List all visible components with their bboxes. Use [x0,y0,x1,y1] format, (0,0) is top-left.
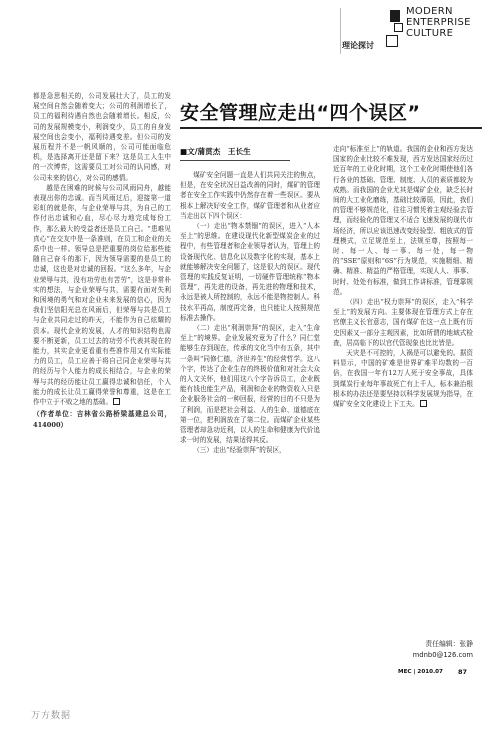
col1-paragraph-2: 越是在困难的时候与公司风雨同舟，越能表现出你的忠诚。而当风雨过后，迎接第一道彩虹的就是你，与企业荣辱与共，为自己的工作付出忠诚和心血，尽心尽力地完成每份工作，那么最大的受益者还是员工自己。“患难见真心”在交友中是一条准则，在员工和企业的关系中也一样。领导总是把重要的岗位给那些能随自己奋斗的那下，因为领导需要的是员工的忠诚，这也是对忠诚的回报。“这么多年，与企业荣辱与共，没有功劳也有苦劳”，这是非常朴实的想法，与企业荣辱与共，需要有面对失利和困境的勇气和对企业未来发展的信心，因为我们坚信阳光总在风雨后，但荣辱与共是员工与企业共同走过的昨天，不能作为自己炫耀的资本。现代企业的发展，人才的知识结构也需要不断更新，员工过去的功劳不代表其现在的能力，其实企业更看重有些准作用又有实际能力的员工，员工应善于将自己同企业荣辱与共的经历与个人能力的成长相结合，与企业的荣辱与共的经历能让员工赢得忠诚和信任，个人能力的成长让员工赢得荣誉和尊重，这是在工作中立于不败之地的基础。 [33,183,171,407]
col3-paragraph-3: 天灾是不可控的，人祸是可以避免的。据资料显示，中国的矿难是世界矿难平均数的一百倍，在我国一年有12万人死于安全事故，具体到煤炭行业每年事故死亡有上千人，标本兼治根根本的办法还是要坚持以科学发展规为指导，在煤矿安全文化建设上下工夫。 [333,349,473,409]
author-note-text: （作者单位：吉林省公路桥梁基建总公司，414000） [33,410,171,429]
end-mark-icon [113,398,120,405]
col2-paragraph-3: （二）走出“利润崇拜”的误区，走入“生命至上”的境界。企业发展究竟为了什么？同仁堂能够生存到现在，传承的文化当中有五条，其中一条叫“同修仁德，济世养生”的经营哲学。这八个字，传达了企业生存的终极价值和对社会大众的人文关怀，他们用这八个字告诉员工，企业既能有钱也能生产品，利润和企业的物资收入只是企业服务社会的一种回报，经营的目的不只是为了利润，而是把社会利益、人的生命、道德底在第一位，把利润放在了第二位。而煤矿企业某些管理者却急功近利，以人的生命和健康为代价追求一时的发展，结果适得其反。 [180,324,320,445]
brand-logo-squares [386,10,402,52]
footer-watermark: 万方数据 [31,711,72,721]
byline: ■文/蒲贯杰 王长生 [180,147,251,156]
brand-line-3: CULTURE [406,28,454,39]
brand-line-2: ENTERPRISE [406,17,471,28]
col1-paragraph-1: 都是急思相关的，公司发展壮大了，员工的发展空间自然会随着变大；公司的利润增长了，员工的福利待遇自然也会随着增长。相反，公司的发展规模变小，利润变少，员工的自身发展空间也会变小，福利待遇变差。但公司的发展历程并不是一帆风顺的，公司可能面临危机，是选择离开还是留下来？这是员工人生中的一次博弈，这需要员工对公司的认同感，对公司未来的信心，对公司的感情。 [33,92,171,182]
byline-rule [180,160,290,161]
col2-paragraph-4: （三）走出“经验崇拜”的误区， [193,446,286,455]
header-rule [340,8,341,54]
col2-paragraph-1: 煤矿安全问题一直是人们共同关注的焦点，但是，在安全状况日益改善的同时，煤矿的管理者在安全工作实践中仍然存在着一些误区。要从根本上解决好安全工作，煤矿管理者和从业者应当走出以下四个误区： [180,171,320,220]
column-1-text [33,91,171,430]
title-rule [180,127,482,129]
author-note [33,409,171,429]
footer-journal: MEC | 2010.07 [398,669,443,675]
col2-paragraph-2: （一）走出“物本禁锢”的误区，进入“人本至上”的思维。在建设现代化新型煤炭企业的过程中，有些管理者和企业领导者认为，管理上的设备现代化、信息化以及数字化的实现，基本上就能够解决安全问题了，这是很大的误区。现代管理的实践反复证明，一切硬件管理统称“物本管理”，再先进的设备，再先进的物理和技术，永远是被人所控制的，永远不能是物控制人。科技水平再高，制度再完备，也只能让人按照规范标准去操作。 [180,222,320,322]
page-number: 87 [458,668,468,676]
editor-name: 责任编辑：张静 [425,640,473,648]
col3-paragraph-1: 走向“标准至上”的轨道。我国的企业和西方发达国家的企业比较不难发现，西方发达国家经历过近百年的工业化时期，这个工业化时期使他们各行各业的基础、管理、制度、人员的素质都较为成熟。而我国的企业尤其是煤矿企业，缺乏长时间的大工业化磨练，基础比较薄弱，因此，我们的管理不够规范化，往往习惯凭着主观经验去管理，而经验化的管理又不适合飞速发展的现代市场经济，所以应该迅速改变经验型、粗放式的管理模式，立足规范至上，法规至尊，按照每一时、每一人、每一事、每一处，每一物的“SSE”原则和“6S”行为规范，实施精细、精确、精准、精益的严格管理，实现人人、事事、时时、处处有标准，做到工作讲标准，管理靠规范。 [333,145,473,296]
column-3-text [333,144,473,409]
section-label: 理论探讨 [342,41,374,50]
end-mark-icon [420,400,427,407]
brand-line-1: MODERN [406,6,453,17]
col3-paragraph-2: （四）走出“权力崇拜”的误区，走入“科学至上”的发展方向。主要体现在管理方式上存在官僚主义长官意志，国有煤矿在这一点上既有历史因素又一部分主观因素，比如所谓的地域式检查，居高临下的以官代管现象也比比皆是。 [333,298,473,347]
column-2-text [180,170,320,456]
article-title: 安全管理应走出“四个误区” [180,102,421,124]
brand-text [406,6,471,39]
editor-email: mdnb0@126.com [412,651,473,659]
editor-line [333,639,473,661]
